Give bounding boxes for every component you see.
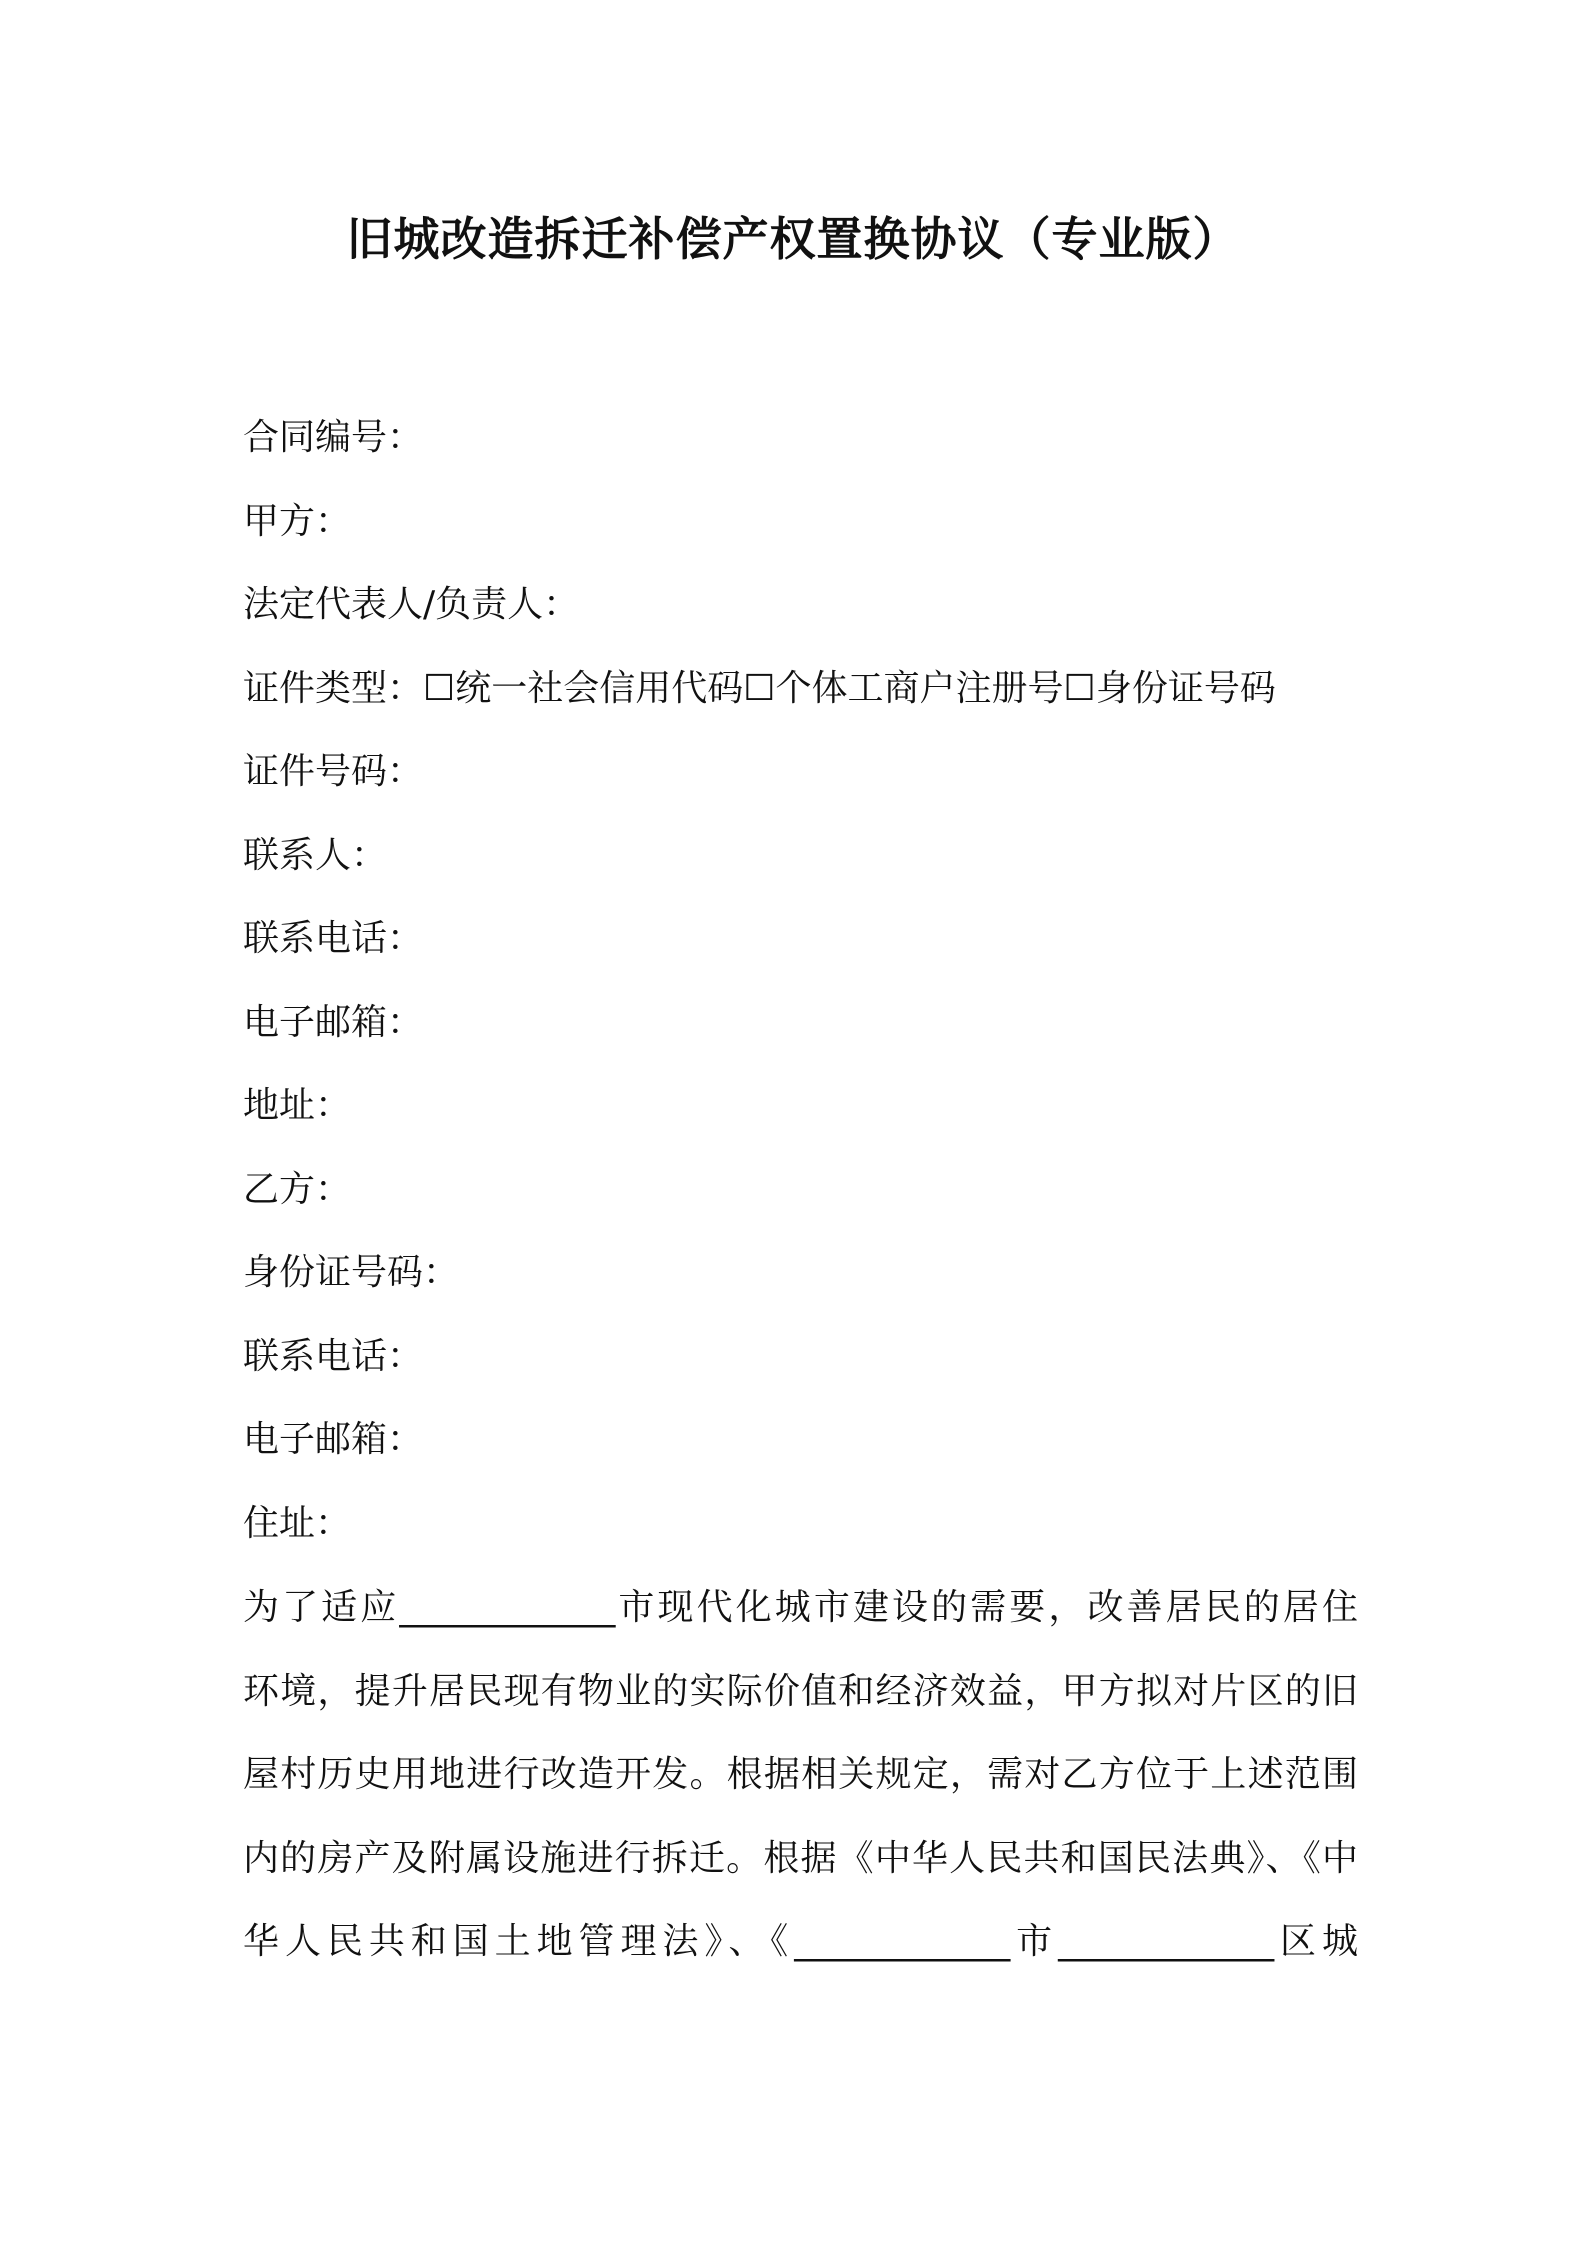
party-a-phone-field: 联系电话： (243, 918, 424, 959)
party-a-field: 甲方： (243, 500, 352, 542)
paragraph-line: 屋村历史用地进行改造开发。根据相关规定，需对乙方位于上述范围 (243, 1754, 1358, 1795)
party-a-address-field: 地址： (243, 1085, 352, 1126)
id-number-field: 证件号码： (243, 751, 424, 792)
party-b-field: 乙方： (243, 1168, 352, 1210)
paragraph-line: 环境，提升居民现有物业的实际价值和经济效益，甲方拟对片区的旧 (243, 1670, 1358, 1712)
paragraph-line: 为了适应____________市现代化城市建设的需要，改善居民的居住 (243, 1587, 1358, 1628)
preamble-paragraph (243, 1578, 1358, 1996)
contract-number-field: 合同编号： (243, 417, 424, 458)
paragraph-line: 华人民共和国土地管理法》、《____________市____________区城 (243, 1921, 1358, 1962)
party-b-phone-field: 联系电话： (243, 1335, 424, 1377)
legal-representative-field: 法定代表人/负责人： (243, 584, 580, 625)
paragraph-line: 内的房产及附属设施进行拆迁。根据《中华人民共和国民法典》、《中 (243, 1837, 1358, 1879)
party-b-email-field: 电子邮箱： (243, 1419, 424, 1460)
party-b-id-number-field: 身份证号码： (243, 1252, 460, 1293)
party-a-email-field: 电子邮箱： (243, 1001, 424, 1043)
party-info-fields (243, 408, 1373, 1577)
document-title: 旧城改造拆迁补偿产权置换协议（专业版） (346, 212, 1240, 266)
party-b-residence-field: 住址： (243, 1502, 352, 1544)
id-type-field: 证件类型：☐统一社会信用代码☐个体工商户注册号☐身份证号码 (243, 667, 1276, 709)
contact-person-field: 联系人： (243, 834, 388, 876)
